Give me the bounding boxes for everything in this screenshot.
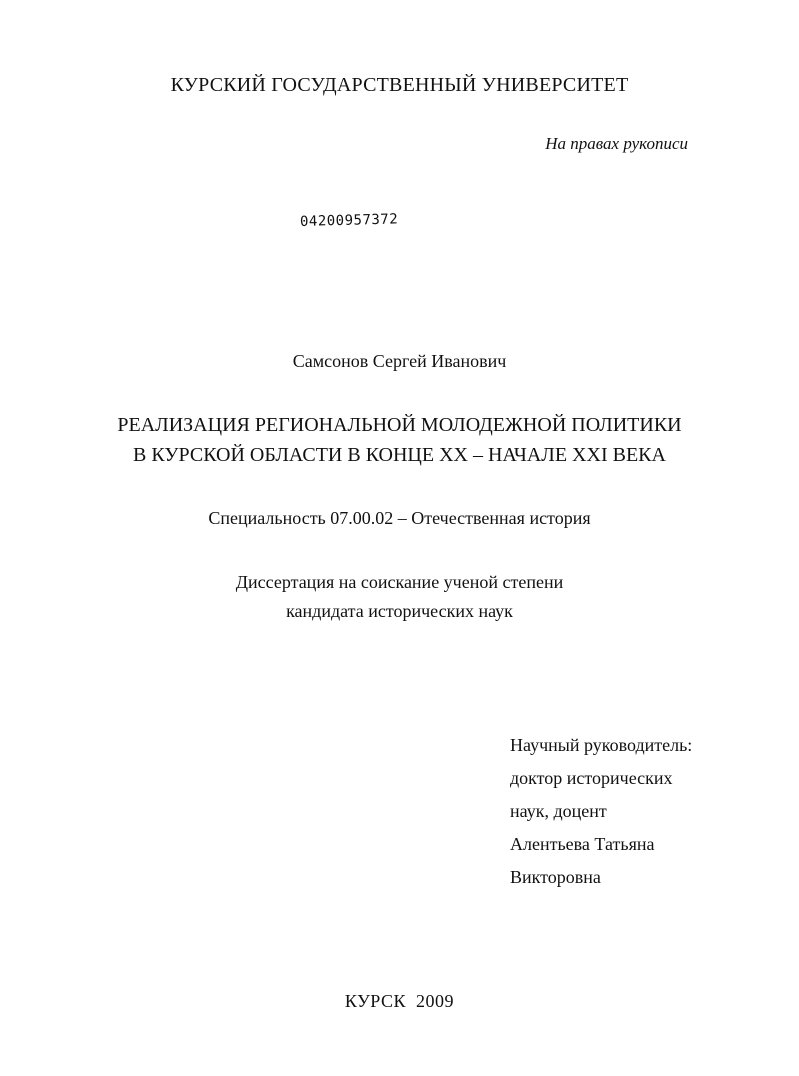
supervisor-block — [510, 729, 692, 894]
archive-number-stamp: 04200957372 — [299, 211, 399, 230]
degree-statement-line-1: Диссертация на соискание ученой степени — [235, 572, 564, 592]
manuscript-note: На правах рукописи — [545, 134, 688, 153]
specialty-line: Специальность 07.00.02 – Отечественная история — [208, 508, 591, 528]
author-name: Самсонов Сергей Иванович — [292, 351, 507, 371]
supervisor-label: Научный руководитель: — [510, 735, 693, 755]
degree-statement-line-2: кандидата исторических наук — [286, 601, 513, 621]
title-line-1: РЕАЛИЗАЦИЯ РЕГИОНАЛЬНОЙ МОЛОДЕЖНОЙ ПОЛИТИКИ — [117, 414, 682, 436]
title-line-2: В КУРСКОЙ ОБЛАСТИ В КОНЦЕ XX – НАЧАЛЕ XXI ВЕКА — [133, 444, 666, 466]
supervisor-name-line-1: Алентьева Татьяна — [510, 834, 655, 854]
city-and-year — [0, 991, 799, 1012]
supervisor-degree-line-2: наук, доцент — [510, 801, 607, 821]
city-and-year-text: КУРСК 2009 — [344, 991, 455, 1011]
supervisor-degree-line-1: доктор исторических — [510, 768, 673, 788]
degree-statement — [0, 568, 799, 626]
university-name: КУРСКИЙ ГОСУДАРСТВЕННЫЙ УНИВЕРСИТЕТ — [170, 74, 629, 96]
supervisor-name-line-2: Викторовна — [510, 867, 601, 887]
dissertation-title — [0, 410, 799, 470]
